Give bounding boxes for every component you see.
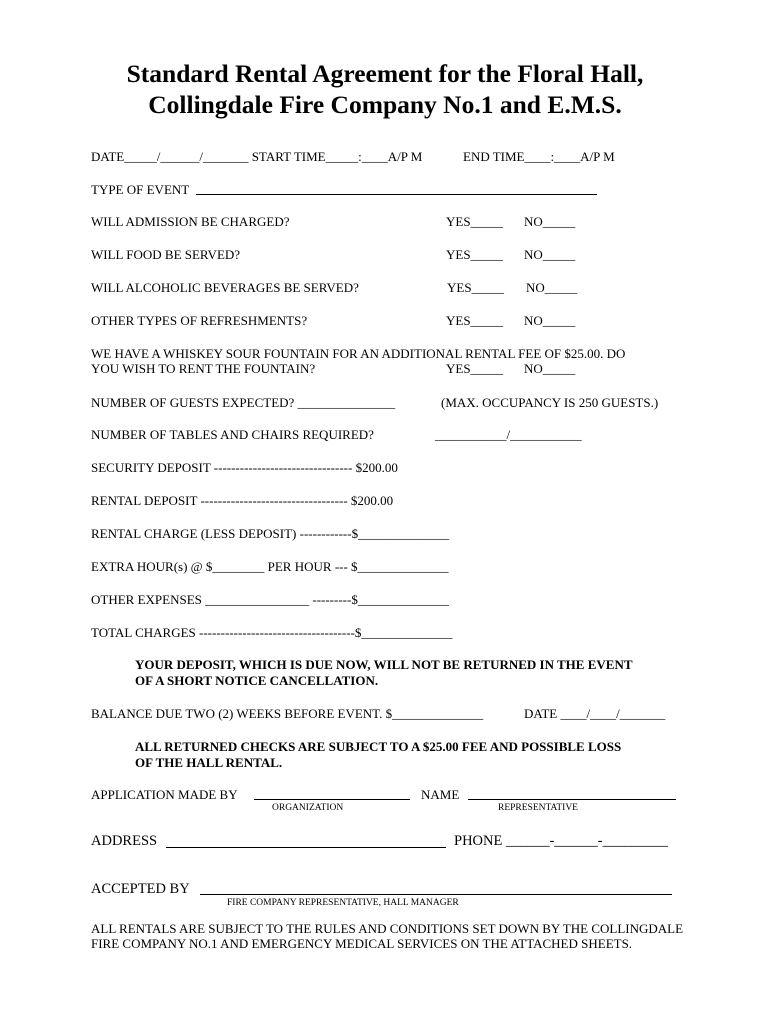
max-occupancy-note: (MAX. OCCUPANCY IS 250 GUESTS.) (441, 395, 659, 410)
guests-expected-field[interactable]: NUMBER OF GUESTS EXPECTED? _______________ (91, 395, 396, 410)
type-of-event-blank[interactable] (196, 194, 597, 195)
representative-blank[interactable] (468, 799, 676, 800)
accepted-by-caption: FIRE COMPANY REPRESENTATIVE, HALL MANAGER (227, 898, 459, 908)
question-food-yes[interactable]: YES_____ (446, 247, 504, 262)
fountain-text-line-1: WE HAVE A WHISKEY SOUR FOUNTAIN FOR AN ADDITIONAL RENTAL FEE OF $25.00. DO (91, 346, 626, 361)
accepted-by-label: ACCEPTED BY (91, 881, 190, 897)
rental-deposit-row: RENTAL DEPOSIT ---------------------------------- $200.00 (91, 493, 394, 508)
end-time-field[interactable]: END TIME____:____A/P M (463, 149, 615, 164)
security-deposit-row: SECURITY DEPOSIT -------------------------------- $200.00 (91, 460, 398, 475)
question-admission-yes[interactable]: YES_____ (446, 214, 504, 229)
total-charges-field[interactable]: TOTAL CHARGES ------------------------------------$______________ (91, 625, 453, 640)
question-admission-no[interactable]: NO_____ (524, 214, 576, 229)
balance-date-field[interactable]: DATE ____/____/_______ (524, 706, 666, 721)
fountain-no[interactable]: NO_____ (524, 361, 576, 376)
organization-caption: ORGANIZATION (272, 803, 344, 813)
question-alcohol-yes[interactable]: YES_____ (447, 280, 505, 295)
date-start-time-field[interactable]: DATE_____/______/_______ START TIME_____:____A/P M (91, 149, 423, 164)
title-line-2: Collingdale Fire Company No.1 and E.M.S. (148, 90, 622, 119)
name-label: NAME (421, 787, 460, 802)
returned-checks-notice-line-2: OF THE HALL RENTAL. (135, 755, 283, 770)
phone-field[interactable]: PHONE ______-______-_________ (454, 833, 668, 849)
type-of-event-label: TYPE OF EVENT (91, 182, 190, 197)
footer-line-1: ALL RENTALS ARE SUBJECT TO THE RULES AND CONDITIONS SET DOWN BY THE COLLINGDALE (91, 921, 684, 936)
question-admission-label: WILL ADMISSION BE CHARGED? (91, 214, 290, 229)
question-alcohol-no[interactable]: NO_____ (526, 280, 578, 295)
fountain-yes[interactable]: YES_____ (446, 361, 504, 376)
address-blank[interactable] (166, 847, 446, 848)
other-expenses-field[interactable]: OTHER EXPENSES ________________ ---------$______________ (91, 592, 449, 607)
fountain-text-line-2: YOU WISH TO RENT THE FOUNTAIN? (91, 361, 316, 376)
deposit-notice-line-1: YOUR DEPOSIT, WHICH IS DUE NOW, WILL NOT BE RETURNED IN THE EVENT (135, 657, 633, 672)
title-line-1: Standard Rental Agreement for the Floral Hall, (126, 59, 644, 88)
rental-charge-field[interactable]: RENTAL CHARGE (LESS DEPOSIT) ------------$______________ (91, 526, 450, 541)
organization-blank[interactable] (254, 799, 410, 800)
returned-checks-notice-line-1: ALL RETURNED CHECKS ARE SUBJECT TO A $25.00 FEE AND POSSIBLE LOSS (135, 739, 622, 754)
deposit-notice-line-2: OF A SHORT NOTICE CANCELLATION. (135, 673, 379, 688)
application-made-by-label: APPLICATION MADE BY (91, 787, 238, 802)
extra-hours-field[interactable]: EXTRA HOUR(s) @ $________ PER HOUR --- $______________ (91, 559, 449, 574)
address-label: ADDRESS (91, 833, 158, 849)
tables-chairs-label: NUMBER OF TABLES AND CHAIRS REQUIRED? (91, 427, 374, 442)
question-alcohol-label: WILL ALCOHOLIC BEVERAGES BE SERVED? (91, 280, 359, 295)
tables-chairs-blank[interactable]: ___________/___________ (435, 427, 582, 442)
question-refreshments-yes[interactable]: YES_____ (446, 313, 504, 328)
question-refreshments-label: OTHER TYPES OF REFRESHMENTS? (91, 313, 308, 328)
question-food-label: WILL FOOD BE SERVED? (91, 247, 241, 262)
representative-caption: REPRESENTATIVE (498, 803, 578, 813)
question-refreshments-no[interactable]: NO_____ (524, 313, 576, 328)
footer-line-2: FIRE COMPANY NO.1 AND EMERGENCY MEDICAL SERVICES ON THE ATTACHED SHEETS. (91, 936, 633, 951)
balance-due-field[interactable]: BALANCE DUE TWO (2) WEEKS BEFORE EVENT. $______________ (91, 706, 484, 721)
question-food-no[interactable]: NO_____ (524, 247, 576, 262)
accepted-by-blank[interactable] (200, 894, 672, 895)
